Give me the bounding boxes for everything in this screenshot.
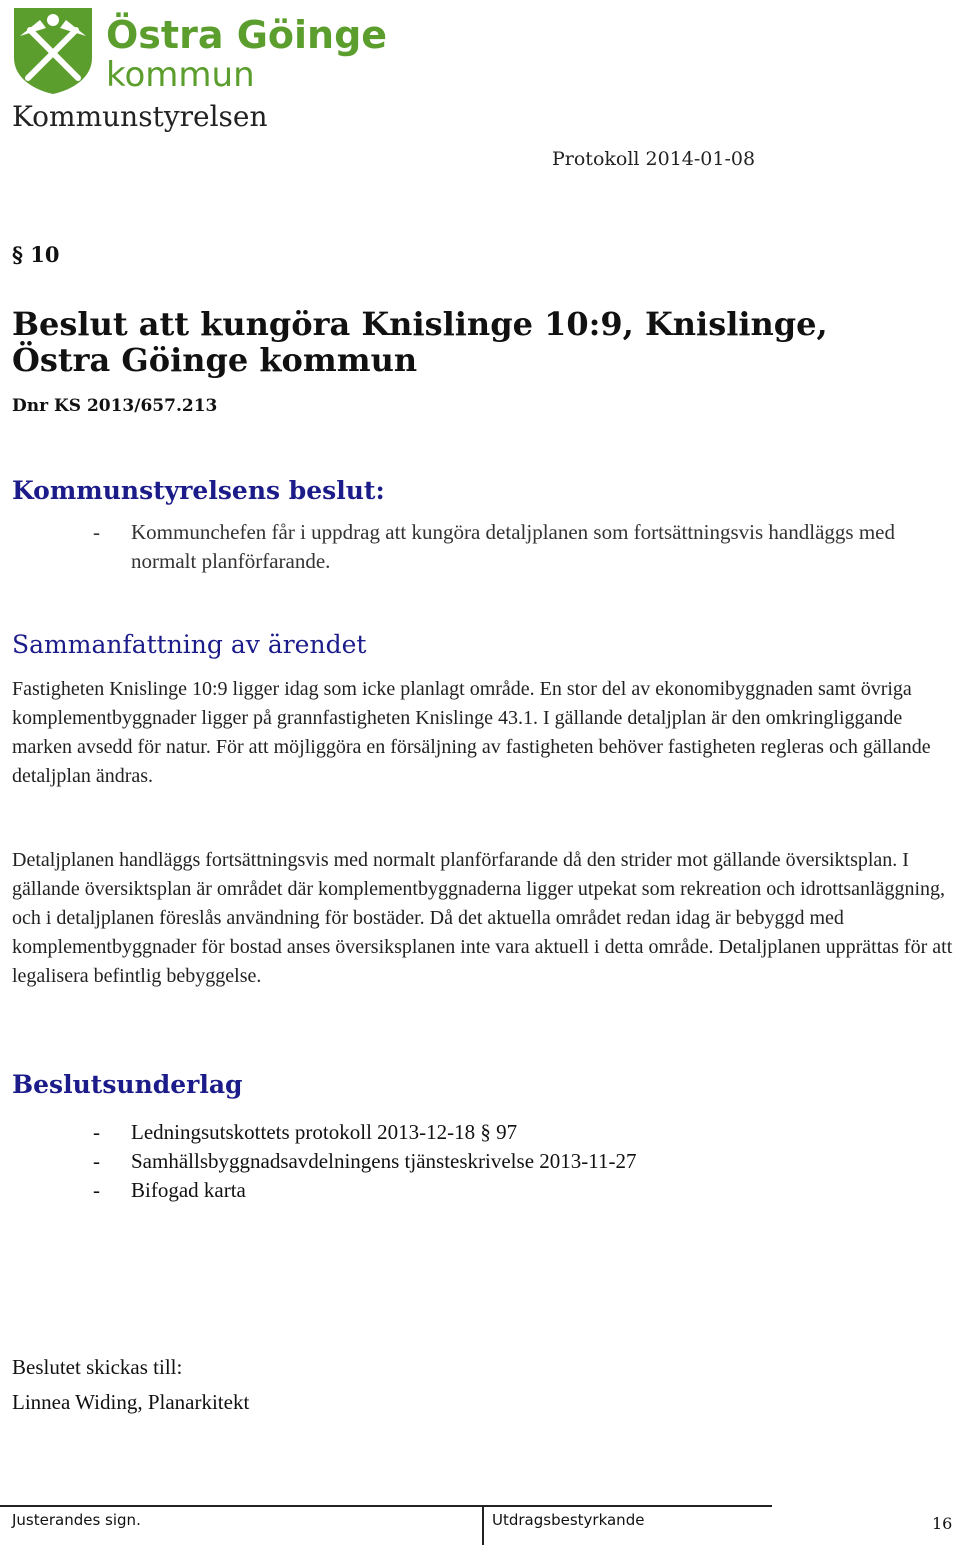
list-item bbox=[12, 1147, 912, 1176]
distribution-recipient: Linnea Widing, Planarkitekt bbox=[12, 1390, 250, 1414]
dash-bullet: - bbox=[93, 520, 100, 544]
footer-sign-label: Justerandes sign. bbox=[12, 1511, 141, 1529]
basis-heading: Beslutsunderlag bbox=[12, 1070, 243, 1099]
decision-item-text: Kommunchefen får i uppdrag att kungöra detaljplanen som fortsättningsvis handläggs med normalt planförfarande. bbox=[131, 520, 895, 573]
decision-list bbox=[12, 518, 912, 576]
basis-list bbox=[12, 1118, 912, 1205]
section-number: § 10 bbox=[12, 242, 60, 267]
logo-line1: Östra Göinge bbox=[106, 13, 388, 57]
protocol-date: Protokoll 2014-01-08 bbox=[552, 148, 756, 170]
footer-column-divider bbox=[482, 1505, 484, 1545]
logo-line2: kommun bbox=[106, 55, 255, 95]
distribution-label: Beslutet skickas till: bbox=[12, 1355, 183, 1379]
dash-bullet: - bbox=[93, 1149, 100, 1173]
page-number: 16 bbox=[932, 1514, 953, 1533]
list-item bbox=[12, 1176, 912, 1205]
municipality-logo bbox=[10, 6, 388, 95]
list-item bbox=[12, 1118, 912, 1147]
crest-icon bbox=[10, 6, 388, 95]
basis-item-text: Bifogad karta bbox=[131, 1178, 246, 1202]
page-title: Beslut att kungöra Knislinge 10:9, Knislinge, Östra Göinge kommun bbox=[12, 305, 828, 379]
list-item bbox=[12, 518, 912, 576]
footer-divider bbox=[0, 1505, 772, 1507]
dash-bullet: - bbox=[93, 1178, 100, 1202]
footer-extract-label: Utdragsbestyrkande bbox=[492, 1511, 645, 1529]
basis-item-text: Samhällsbyggnadsavdelningens tjänsteskrivelse 2013-11-27 bbox=[131, 1149, 637, 1173]
summary-paragraph-2: Detaljplanen handläggs fortsättningsvis med normalt planförfarande då den strider mot gällande översiktsplan. I gällande översiktsplan är området där komplementbyggnaderna ligger utpekat som rekreation och idrottsanläggning, och i detaljplanen föreslås användning för bostäder. Då det aktuella området redan idag är bebyggd med komplementbyggnader för bostad anses översiksplanen inte vara aktuell i detta område. Detaljplanen upprättas för att legalisera befintlig bebyggelse. bbox=[12, 849, 953, 987]
dash-bullet: - bbox=[93, 1120, 100, 1144]
basis-item-text: Ledningsutskottets protokoll 2013-12-18 § 97 bbox=[131, 1120, 518, 1144]
summary-heading: Sammanfattning av ärendet bbox=[12, 630, 367, 659]
sun-mark bbox=[47, 14, 59, 26]
organization-name: Kommunstyrelsen bbox=[12, 100, 268, 133]
summary-paragraph-1: Fastigheten Knislinge 10:9 ligger idag som icke planlagt område. En stor del av ekonomibyggnaden samt övriga komplementbyggnader ligger på grannfastigheten Knislinge 43.1. I gällande detaljplan är den omkringliggande marken avsedd för natur. För att möjliggöra en försäljning av fastigheten behöver fastigheten regleras och gällande detaljplan ändras. bbox=[12, 678, 931, 787]
decision-heading: Kommunstyrelsens beslut: bbox=[12, 476, 385, 505]
case-number: Dnr KS 2013/657.213 bbox=[12, 396, 218, 416]
